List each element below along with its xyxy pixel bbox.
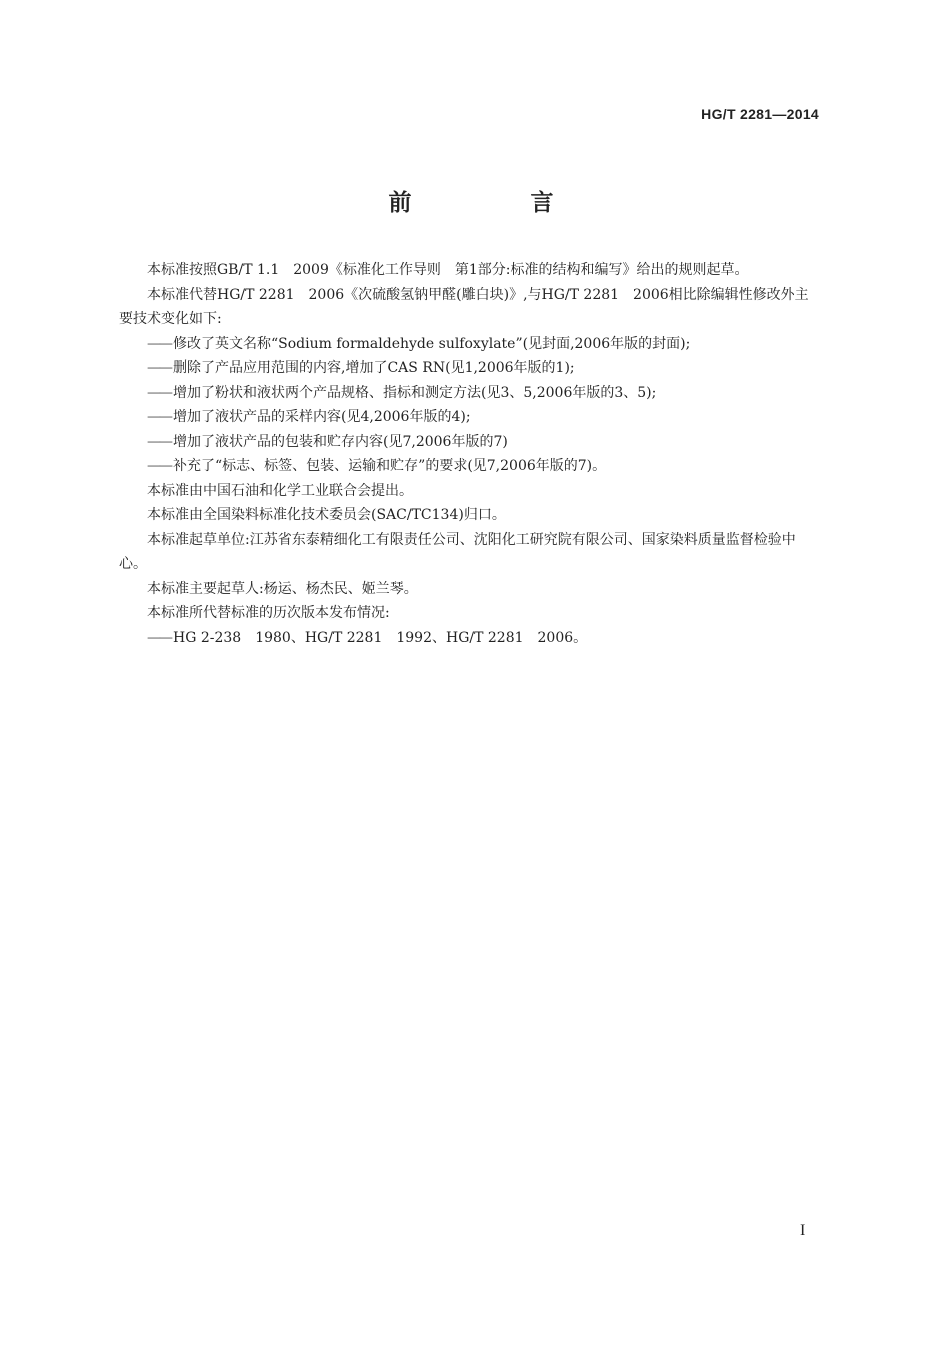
paragraph-drafting-rules: 本标准按照GB/T 1.1 2009《标准化工作导则 第1部分:标准的结构和编写》给出的规则起草。 (147, 262, 749, 278)
paragraph-proposer: 本标准由中国石油和化学工业联合会提出。 (147, 482, 413, 499)
list-marker: —— (147, 409, 171, 425)
change-text: 增加了液状产品的包装和贮存内容(见7,2006年版的7) (173, 433, 508, 450)
change-text: 删除了产品应用范围的内容,增加了CAS RN(见1,2006年版的1); (173, 360, 575, 376)
list-marker: —— (147, 458, 171, 474)
page-title: 前 言 (388, 189, 602, 216)
list-marker: —— (147, 433, 171, 450)
change-text: 补充了“标志、标签、包装、运输和贮存”的要求(见7,2006年版的7)。 (173, 458, 607, 474)
list-item (119, 381, 819, 406)
list-marker: —— (147, 335, 171, 352)
change-text: 修改了英文名称“Sodium formaldehyde sulfoxylate”(见封面,2006年版的封面); (173, 335, 691, 352)
standard-code: HG/T 2281—2014 (701, 106, 819, 122)
history-text: HG 2-238 1980、HG/T 2281 1992、HG/T 2281 2006。 (173, 629, 588, 646)
list-item (119, 332, 819, 357)
paragraph-drafters: 本标准主要起草人:杨运、杨杰民、姬兰琴。 (147, 580, 418, 597)
list-marker: —— (147, 384, 171, 401)
list-marker: —— (147, 629, 171, 646)
list-item (119, 430, 819, 455)
page-number: I (800, 1222, 806, 1239)
change-text: 增加了粉状和液状两个产品规格、指标和测定方法(见3、5,2006年版的3、5); (173, 384, 657, 401)
list-marker: —— (147, 360, 171, 376)
list-item (119, 454, 819, 479)
list-item (119, 626, 819, 651)
change-text: 增加了液状产品的采样内容(见4,2006年版的4); (173, 409, 471, 425)
paragraph-history-intro: 本标准所代替标准的历次版本发布情况: (147, 605, 390, 621)
paragraph-replaces: 本标准代替HG/T 2281 2006《次硫酸氢钠甲醛(雕白块)》,与HG/T 2281 2006相比除编辑性修改外主要技术变化如下: (119, 286, 809, 327)
paragraph-committee: 本标准由全国染料标准化技术委员会(SAC/TC134)归口。 (147, 507, 506, 523)
document-body (119, 258, 819, 650)
paragraph-drafting-units: 本标准起草单位:江苏省东泰精细化工有限责任公司、沈阳化工研究院有限公司、国家染料质量监督检验中心。 (119, 531, 796, 572)
list-item (119, 356, 819, 381)
list-item (119, 405, 819, 430)
